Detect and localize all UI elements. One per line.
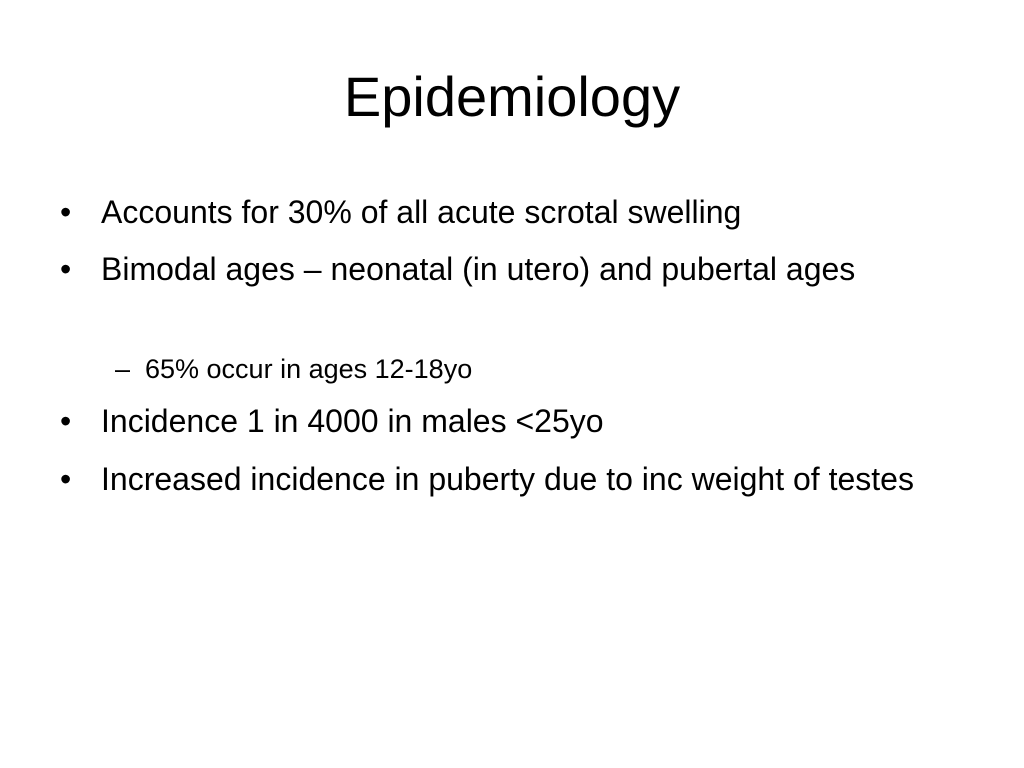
bullet-marker: •	[60, 403, 72, 439]
bullet-text: Accounts for 30% of all acute scrotal swelling	[101, 194, 742, 230]
bullet-text: Increased incidence in puberty due to inc weight of testes	[101, 461, 914, 497]
bullet-text: Bimodal ages – neonatal (in utero) and pubertal ages	[101, 251, 856, 287]
sub-bullet-marker: –	[115, 354, 131, 384]
bullet-marker: •	[60, 251, 72, 287]
bullet-marker: •	[60, 194, 72, 230]
bullet-marker: •	[60, 461, 72, 497]
bullet-text: Incidence 1 in 4000 in males <25yo	[101, 403, 604, 439]
sub-bullet-text: 65% occur in ages 12-18yo	[145, 354, 473, 384]
slide-title: Epidemiology	[343, 65, 681, 128]
